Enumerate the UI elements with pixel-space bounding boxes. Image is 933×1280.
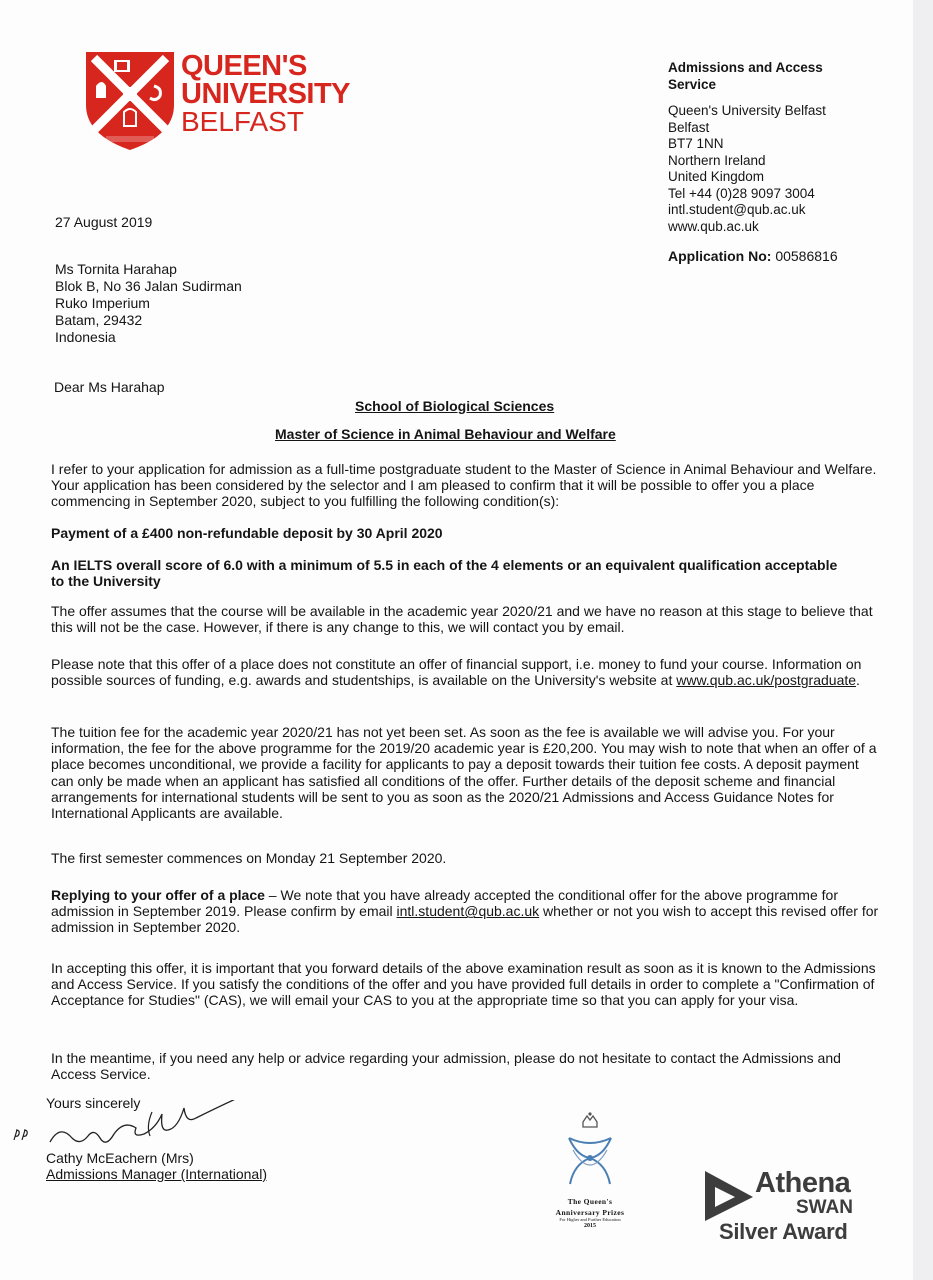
application-label: Application No: (668, 248, 772, 264)
recipient-address-line: Blok B, No 36 Jalan Sudirman (55, 278, 242, 294)
reply-text-a: – We note that you have already accepted the conditional offer for the above programme for admission in September 2019. Please confirm by email (51, 887, 838, 920)
sender-block (668, 60, 898, 265)
semester-text: The first semester commences on Monday 21 September 2020. (51, 850, 447, 866)
anniversary-prizes-badge (530, 1110, 650, 1255)
intro-paragraph (51, 461, 881, 510)
application-number (668, 248, 898, 265)
condition-1: Payment of a £400 non-refundable deposit by 30 April 2020 (51, 525, 443, 541)
meantime-paragraph (51, 1050, 881, 1082)
page-edge (913, 0, 933, 1280)
sender-website: www.qub.ac.uk (668, 218, 759, 234)
accepting-text: In accepting this offer, it is important that you forward details of the above examination result as soon as it is known to the Admissions and Access Service. If you satisfy the conditions of the offer and you have provided full details in order to complete a "Confirmation of Acceptance for Studies" (CAS), we will email your CAS to you at the appropriate time so that you can apply for your visa. (51, 960, 876, 1009)
university-name-line1: QUEEN'S (181, 50, 307, 82)
programme-heading: Master of Science in Animal Behaviour and Welfare (275, 426, 616, 442)
prizes-subtitle: For Higher and Further Education (559, 1217, 621, 1222)
prizes-title-2: Anniversary Prizes (555, 1208, 625, 1217)
reply-heading: Replying to your offer of a place (51, 887, 265, 903)
sender-email: intl.student@qub.ac.uk (668, 202, 806, 217)
course-availability-paragraph (51, 603, 881, 635)
signatory-name: Cathy McEachern (Mrs) (46, 1150, 194, 1166)
university-logo (84, 50, 364, 155)
athena-swan: SWAN (796, 1197, 853, 1218)
sender-address-line: Belfast (668, 119, 710, 135)
crest-icon (84, 50, 176, 152)
recipient-address-line: Batam, 29432 (55, 312, 143, 328)
funding-text-wrap: Please note that this offer of a place does not constitute an offer of financial support, i.e. money to fund your course. Information on possible sources of funding, e.g. awards and studentships, is available on the University's website at www.qub.ac.uk/postgraduate. (51, 656, 862, 689)
sender-address-line: Northern Ireland (668, 152, 766, 168)
tuition-text: The tuition fee for the academic year 2020/21 has not yet been set. As soon as the fee is available we will advise you. For your information, the fee for the above programme for the 2019/20 academic year is £20,200. You may wish to note that when an offer of a place becomes unconditional, we provide a facility for applicants to pay a deposit towards their tuition fee costs. A deposit payment can only be made when an applicant has satisfied all conditions of the offer. Further details of the deposit scheme and financial arrangements for international students will be sent to you as soon as the 2020/21 Admissions and Access Guidance Notes for International Applicants are available. (51, 724, 877, 822)
accepting-paragraph (51, 960, 881, 1009)
sender-phone: Tel +44 (0)28 9097 3004 (668, 185, 815, 201)
reply-text-b: whether or not you wish to accept this revised offer for admission in September 2020. (51, 903, 879, 936)
semester-paragraph (51, 850, 881, 866)
intro-text: I refer to your application for admission as a full-time postgraduate student to the Master of Science in Animal Behaviour and Welfare. Your application has been considered by the selector and I am pleased to confirm that it will be possible to offer you a place commencing in September 2020, subject to you fulfilling the following condition(s): (51, 461, 877, 510)
sender-address-line: United Kingdom (668, 169, 765, 184)
sender-department: Admissions and Access Service (668, 60, 823, 92)
sender-address-line: BT7 1NN (668, 136, 724, 151)
funding-link[interactable]: www.qub.ac.uk/postgraduate (676, 672, 857, 689)
recipient-name: Ms Tornita Harahap (55, 261, 177, 277)
sender-address-line: Queen's University Belfast (668, 103, 826, 118)
reply-text-wrap (51, 887, 881, 936)
letter-date: 27 August 2019 (55, 214, 153, 230)
university-name (181, 52, 350, 136)
athena-title: Athena (755, 1167, 851, 1199)
school-heading: School of Biological Sciences (355, 398, 555, 414)
recipient-address-line: Indonesia (55, 329, 116, 345)
application-value: 00586816 (775, 248, 838, 264)
funding-paragraph (51, 656, 881, 688)
prizes-title-1: The Queen's (567, 1197, 613, 1206)
recipient-address-line: Ruko Imperium (55, 295, 150, 311)
reply-email-link[interactable]: intl.student@qub.ac.uk (396, 903, 540, 920)
meantime-text: In the meantime, if you need any help or advice regarding your admission, please do not hesitate to contact the Admissions and Access Service. (51, 1050, 841, 1083)
athena-swan-badge (697, 1163, 857, 1255)
university-name-line2: UNIVERSITY (181, 78, 351, 110)
anniversary-prizes-icon (555, 1110, 625, 1190)
recipient-address (55, 261, 242, 346)
condition-2: An IELTS overall score of 6.0 with a minimum of 5.5 in each of the 4 elements or an equivalent qualification acceptable to the University (51, 557, 838, 590)
tuition-paragraph (51, 724, 881, 821)
university-name-line3: BELFAST (181, 106, 304, 137)
prizes-year: 2015 (584, 1223, 596, 1229)
reply-paragraph (51, 887, 881, 936)
salutation: Dear Ms Harahap (54, 379, 165, 395)
signatory-title: Admissions Manager (International) (46, 1166, 267, 1182)
course-availability-text: The offer assumes that the course will be available in the academic year 2020/21 and we have no reason at this stage to believe that this will not be the case. However, if there is any change to this, we will contact you by email. (51, 603, 873, 636)
funding-text: Please note that this offer of a place does not constitute an offer of financial support, i.e. money to fund your course. Information on possible sources of funding, e.g. awards and studentships, is available on the University's website at (51, 656, 862, 689)
valediction: Yours sincerely (46, 1095, 141, 1111)
athena-triangle-icon (697, 1165, 757, 1225)
athena-award-level: Silver Award (719, 1219, 848, 1244)
